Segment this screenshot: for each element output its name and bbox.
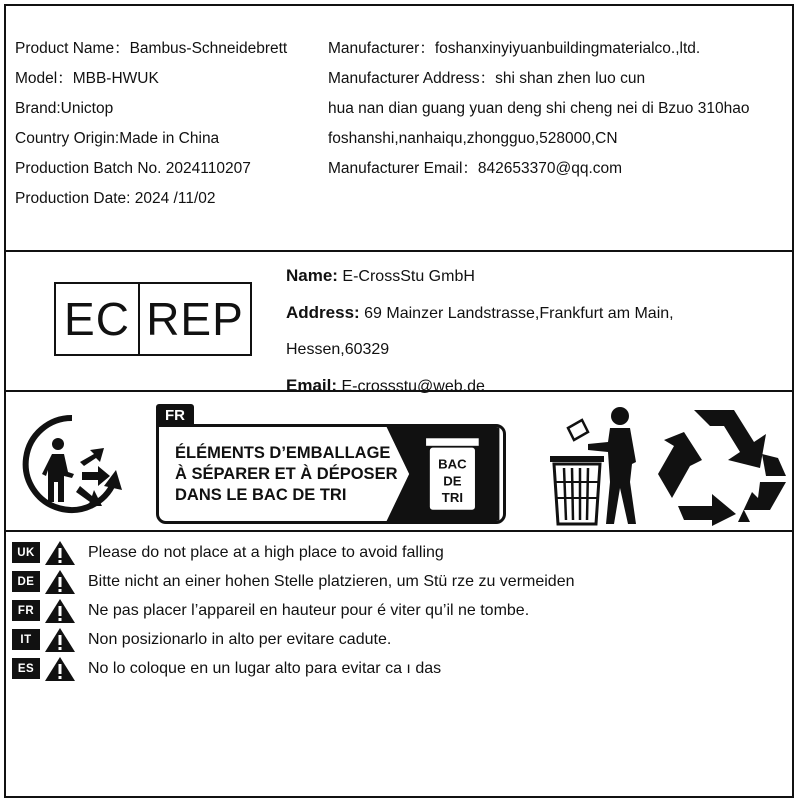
warning-row-de	[12, 567, 575, 596]
rep-address: 69 Mainzer Landstrasse,Frankfurt am Main,	[364, 305, 674, 322]
manufacturer-address: Manufacturer Address：shi shan zhen luo cun	[328, 70, 646, 87]
production-batch: Production Batch No. 2024110207	[15, 160, 251, 177]
manufacturer-email: Manufacturer Email：842653370@qq.com	[328, 160, 623, 177]
manufacturer-address-line2: hua nan dian guang yuan deng shi cheng nei di Bzuo 310hao	[328, 100, 750, 117]
warning-text-fr: Ne pas placer l’appareil en hauteur pour é viter qu’il ne tombe.	[88, 601, 530, 619]
sorting-line3: DANS LE BAC DE TRI	[175, 486, 347, 504]
warning-row-es	[12, 654, 575, 683]
warning-row-fr	[12, 596, 575, 625]
fr-tag: FR	[156, 404, 194, 426]
manufacturer-address-line3: foshanshi,nanhaiqu,zhongguo,528000,CN	[328, 130, 618, 147]
language-code-it: IT	[12, 629, 40, 650]
sorting-info-panel	[156, 424, 506, 524]
rep-name: E-CrossStu GmbH	[342, 268, 475, 285]
recycling-symbols-section	[6, 392, 792, 532]
brand: Brand:Unictop	[15, 100, 114, 117]
warning-text-es: No lo coloque en un lugar alto para evitar ca ı das	[88, 659, 442, 677]
model: Model：MBB-HWUK	[15, 70, 159, 87]
ec-rep-info	[286, 258, 674, 405]
rep-name-label: Name:	[286, 266, 338, 285]
rep-address-row	[286, 295, 674, 332]
tidyman-bin-icon	[544, 402, 648, 528]
ec-rep-section	[6, 252, 792, 395]
rep-name-row	[286, 258, 674, 295]
warning-list	[12, 538, 575, 683]
de-text: DE	[443, 473, 462, 489]
recycle-icon	[654, 402, 790, 528]
tri-text: TRI	[441, 490, 464, 506]
country-origin: Country Origin:Made in China	[15, 130, 220, 147]
warning-text-de: Bitte nicht an einer hohen Stelle platzieren, um Stü rze zu vermeiden	[88, 572, 575, 590]
manufacturer-details	[328, 34, 794, 184]
warning-triangle-icon	[44, 540, 76, 566]
warning-triangle-icon	[44, 656, 76, 682]
triman-icon	[18, 410, 126, 518]
sorting-line1: ÉLÉMENTS D’EMBALLAGE	[175, 444, 391, 462]
sorting-instructions	[175, 443, 397, 506]
rep-address-line2: Hessen,60329	[286, 341, 390, 358]
bac-text: BAC	[438, 456, 467, 472]
language-code-de: DE	[12, 571, 40, 592]
product-label	[4, 4, 794, 798]
language-code-uk: UK	[12, 542, 40, 563]
warning-triangle-icon	[44, 569, 76, 595]
sorting-bin-icon	[383, 427, 503, 521]
ec-text: EC	[56, 284, 140, 354]
rep-address-label: Address:	[286, 303, 360, 322]
ec-rep-symbol	[54, 282, 252, 356]
product-info-section	[6, 6, 792, 252]
rep-text: REP	[146, 293, 244, 345]
manufacturer: Manufacturer：foshanxinyiyuanbuildingmaterialco.,ltd.	[328, 40, 701, 57]
language-code-fr: FR	[12, 600, 40, 621]
warning-text-uk: Please do not place at a high place to avoid falling	[88, 543, 444, 561]
language-code-es: ES	[12, 658, 40, 679]
sorting-line2: À SÉPARER ET À DÉPOSER	[175, 465, 398, 483]
warning-row-it	[12, 625, 575, 654]
warning-text-it: Non posizionarlo in alto per evitare cadute.	[88, 630, 392, 648]
product-details	[15, 34, 320, 214]
warning-row-uk	[12, 538, 575, 567]
warnings-section	[6, 532, 792, 796]
rep-email: E-crossstu@web.de	[341, 378, 485, 395]
product-name: Product Name：Bambus-Schneidebrett	[15, 40, 288, 57]
rep-email-label: Email:	[286, 376, 338, 395]
warning-triangle-icon	[44, 627, 76, 653]
production-date: Production Date: 2024 /11/02	[15, 190, 216, 207]
warning-triangle-icon	[44, 598, 76, 624]
